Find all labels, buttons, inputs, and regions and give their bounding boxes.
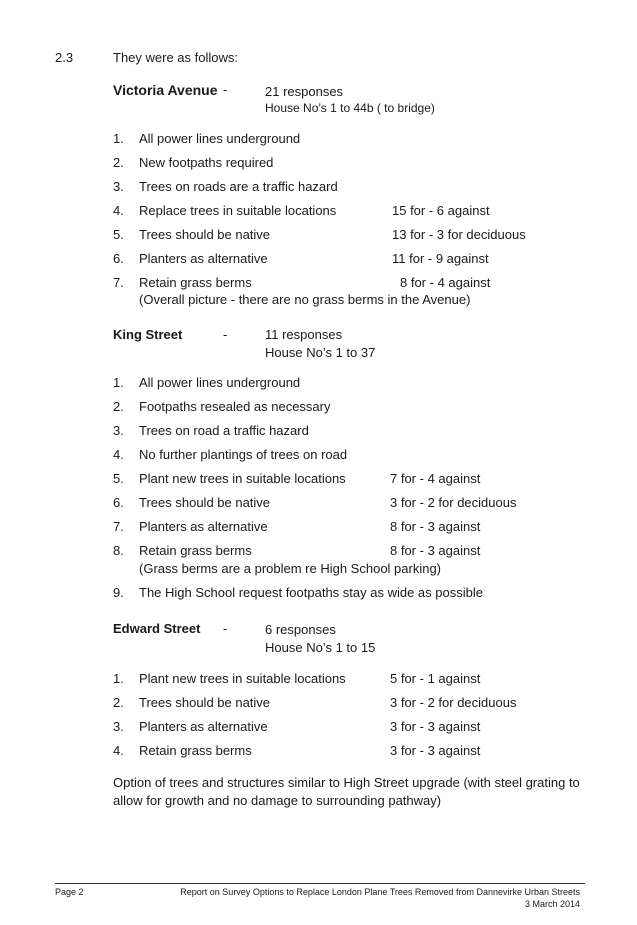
- item-note: (Overall picture - there are no grass berms in the Avenue): [139, 292, 471, 307]
- list-item: New footpaths required: [139, 155, 274, 170]
- list-number: 2.: [113, 399, 124, 414]
- king-heading: King Street: [113, 327, 183, 342]
- list-item: The High School request footpaths stay as wide as possible: [139, 585, 483, 600]
- list-item: Plant new trees in suitable locations: [139, 471, 346, 486]
- list-item: All power lines underground: [139, 131, 301, 146]
- section-intro: They were as follows:: [113, 50, 238, 65]
- list-number: 4.: [113, 447, 124, 462]
- list-item: Trees on road a traffic hazard: [139, 423, 309, 438]
- list-number: 3.: [113, 423, 124, 438]
- list-item: Planters as alternative: [139, 251, 268, 266]
- vote-tally: 5 for - 1 against: [390, 671, 481, 686]
- list-item: All power lines underground: [139, 375, 301, 390]
- list-number: 4.: [113, 203, 124, 218]
- item-note: (Grass berms are a problem re High School parking): [139, 561, 442, 576]
- edward-responses: 6 responses: [265, 622, 336, 637]
- vote-tally: 15 for - 6 against: [392, 203, 490, 218]
- vote-tally: 13 for - 3 for deciduous: [392, 227, 526, 242]
- list-item: Retain grass berms: [139, 543, 252, 558]
- edward-houses: House No’s 1 to 15: [265, 640, 376, 655]
- list-number: 1.: [113, 375, 124, 390]
- list-item: Retain grass berms: [139, 743, 252, 758]
- list-number: 7.: [113, 519, 124, 534]
- list-item: No further plantings of trees on road: [139, 447, 348, 462]
- list-number: 9.: [113, 585, 124, 600]
- list-item: Planters as alternative: [139, 519, 268, 534]
- edward-heading: Edward Street: [113, 621, 201, 636]
- list-item: Planters as alternative: [139, 719, 268, 734]
- list-number: 6.: [113, 251, 124, 266]
- list-item: Trees on roads are a traffic hazard: [139, 179, 338, 194]
- vote-tally: 11 for - 9 against: [392, 251, 489, 266]
- section-number: 2.3: [55, 50, 74, 65]
- footer-title: Report on Survey Options to Replace London Plane Trees Removed from Dannevirke Urban Streets: [180, 887, 580, 897]
- list-item: Plant new trees in suitable locations: [139, 671, 346, 686]
- vote-tally: 3 for - 2 for deciduous: [390, 495, 517, 510]
- victoria-dash: -: [223, 82, 228, 97]
- list-item: Replace trees in suitable locations: [139, 203, 337, 218]
- list-number: 8.: [113, 543, 124, 558]
- list-number: 2.: [113, 695, 124, 710]
- list-item: Footpaths resealed as necessary: [139, 399, 331, 414]
- vote-tally: 7 for - 4 against: [390, 471, 481, 486]
- list-number: 1.: [113, 131, 124, 146]
- list-number: 5.: [113, 227, 124, 242]
- king-responses: 11 responses: [265, 327, 343, 342]
- edward-dash: -: [223, 621, 228, 636]
- victoria-houses: House No’s 1 to 44b ( to bridge): [265, 101, 435, 115]
- list-item: Trees should be native: [139, 227, 271, 242]
- vote-tally: 8 for - 3 against: [390, 543, 481, 558]
- list-item: Retain grass berms: [139, 275, 252, 290]
- footer-page-number: Page 2: [55, 887, 84, 897]
- footer-date: 3 March 2014: [524, 899, 580, 909]
- vote-tally: 8 for - 4 against: [400, 275, 491, 290]
- victoria-responses: 21 responses: [265, 84, 344, 99]
- vote-tally: 3 for - 2 for deciduous: [390, 695, 517, 710]
- footer-divider: [55, 883, 585, 884]
- list-item: Trees should be native: [139, 495, 271, 510]
- list-number: 4.: [113, 743, 124, 758]
- king-houses: House No’s 1 to 37: [265, 345, 376, 360]
- vote-tally: 8 for - 3 against: [390, 519, 481, 534]
- vote-tally: 3 for - 3 against: [390, 743, 481, 758]
- victoria-heading: Victoria Avenue: [113, 82, 218, 98]
- list-number: 5.: [113, 471, 124, 486]
- list-number: 6.: [113, 495, 124, 510]
- list-number: 7.: [113, 275, 124, 290]
- list-item: Trees should be native: [139, 695, 271, 710]
- king-dash: -: [223, 327, 228, 342]
- list-number: 3.: [113, 179, 124, 194]
- list-number: 3.: [113, 719, 124, 734]
- list-number: 2.: [113, 155, 124, 170]
- list-number: 1.: [113, 671, 124, 686]
- vote-tally: 3 for - 3 against: [390, 719, 481, 734]
- closing-paragraph: Option of trees and structures similar to High Street upgrade (with steel grating to allow for growth and no damage to surrounding pathway): [113, 775, 580, 808]
